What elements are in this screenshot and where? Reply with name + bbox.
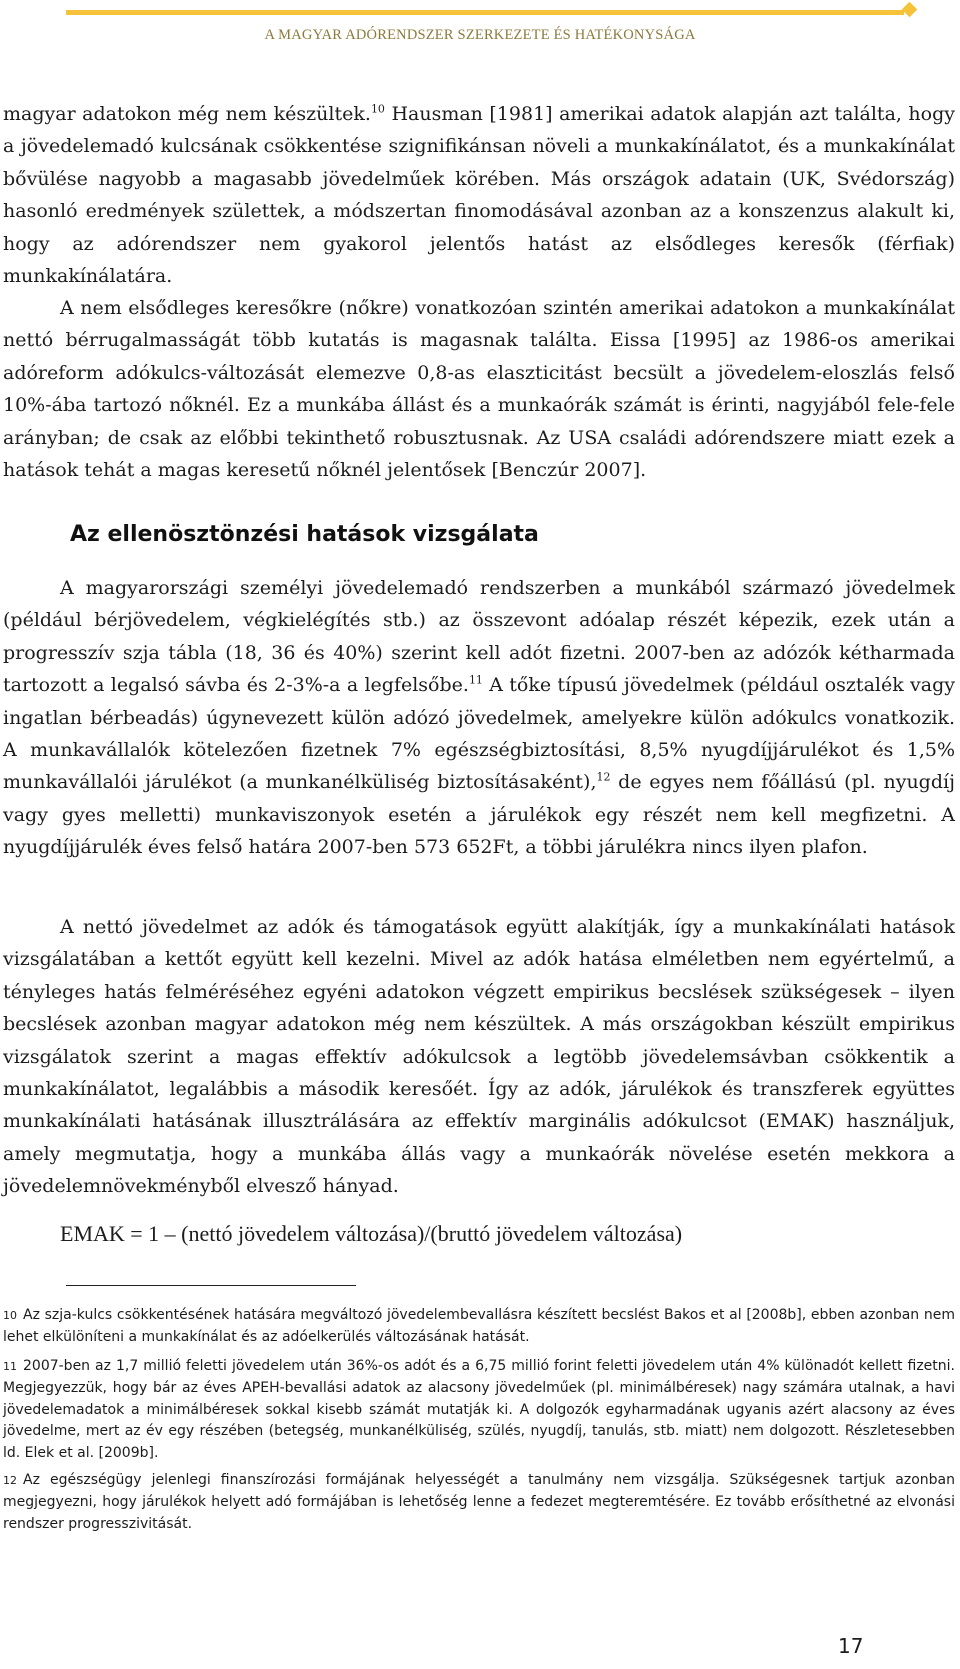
paragraph-3-text-c: de egyes nem főállású (pl. nyugdíj vagy gyes melletti) munkaviszonyok esetén a járulékok egy részét nem kell megfizetni. A nyugdíjjárulék éves felső határa 2007-ben 573 652Ft, a többi járulékra nincs ilyen plafon.: [3, 771, 955, 859]
paragraph-1-text-a: magyar adatokon még nem készültek.: [3, 103, 371, 125]
paragraph-3-text-a: A magyarországi személyi jövedelemadó rendszerben a munkából származó jövedelmek (például bérjövedelem, végkielégítés stb.) az összevont adóalap részét képezik, ezek után a progresszív szja tábla (18, 36 és 40%) szerint kell adót fizetni. 2007-ben az adózók kétharmada tartozott a legalsó sávba és 2-3%-a a legfelsőbe.: [3, 577, 955, 697]
footnote-text: 2007-ben az 1,7 millió feletti jövedelem után 36%-os adót és a 6,75 millió forint feletti jövedelem után 4% különadót kellett fizetni. Megjegyezzük, hogy bár az éves APEH-bevallási adatok az alacsony jövedelműek (pl. minimálbéresek) nagy számára utalnak, a havi jövedelemadatok a minimálbéresek sokkal kisebb számát mutatják ki. A dolgozók egyharmadának ugyanis azért alacsony az éves jövedelme, mert az év egy részében (betegség, munkanélküliség, szülés, nyugdíj, tanulás, stb. miatt) nem dolgozott. Részletesebben ld. Elek et al. [2009b].: [3, 1358, 955, 1462]
footnote-ref-10[interactable]: 10: [370, 102, 385, 116]
paragraph-4: [3, 911, 955, 1203]
footnote-ref-11[interactable]: 11: [468, 673, 483, 687]
paragraph-3-text-b: A tőke típusú jövedelmek (például osztalék vagy ingatlan bérbeadás) úgynevezett külön adózó jövedelmek, amelyekre külön adókulcs vonatkozik. A munkavállalók kötelezően fizetnek 7% egészségbiztosítási, 8,5% nyugdíjjárulékot és 1,5% munkavállalói járulékot (a munkanélküliség biztosításaként),: [3, 674, 955, 794]
header-rule: [66, 10, 904, 15]
footnote-number: 11: [3, 1360, 17, 1373]
paragraph-4-text: A nettó jövedelmet az adók és támogatások együtt alakítják, így a munkakínálati hatások vizsgálatában a kettőt együtt kell kezelni. Mivel az adók hatása elméletben nem egyértelmű, a tényleges hatás felméréséhez egyéni adatokon végzett empirikus becslések szükségesek – ilyen becslések azonban magyar adatokon még nem készültek. A más országokban készült empirikus vizsgálatok szerint a magas effektív adókulcsok a legtöbb jövedelemsávban csökkentik a munkakínálatot, legalábbis a második keresőét. Így az adók, járulékok és transzferek együttes munkakínálati hatásának illusztrálására az effektív marginális adókulcsot (EMAK) használjuk, amely megmutatja, hogy a munkába állás vagy a munkaórák növelése esetén mekkora a jövedelemnövekményből elvesző hányad.: [3, 916, 955, 1198]
page-number: 17: [838, 1634, 864, 1658]
paragraph-1-text-b: Hausman [1981] amerikai adatok alapján azt találta, hogy a jövedelemadó kulcsának csökkentése szignifikánsan növeli a munkakínálatot, és a munkakínálat bővülése nagyobb a magasabb jövedelműek körében. Más országok adatain (UK, Svédország) hasonló eredmények születtek, a módszertan finomodásával azonban az a konszenzus alakult ki, hogy az adórendszer nem gyakorol jelentős hatást az elsődleges keresők (férfiak) munkakínálatára.: [3, 103, 956, 288]
footnote-text: Az egészségügy jelenlegi finanszírozási formájának helyességét a tanulmány nem vizsgálja. Szükségesnek tartjuk azonban megjegyezni, hogy járulékok helyett adó formájában is lehetőség lenne a fedezet megteremtésére. Ez tovább erősíthetné az elvonási rendszer progresszivitását.: [3, 1472, 955, 1532]
footnote-ref-12[interactable]: 12: [596, 771, 611, 785]
footnote-12: [3, 1470, 955, 1535]
footnote-number: 12: [3, 1474, 17, 1487]
paragraph-3: [3, 572, 955, 864]
section-heading: Az ellenösztönzési hatások vizsgálata: [70, 522, 539, 547]
header-rule-diamond: [902, 2, 918, 18]
footnote-11: [3, 1356, 955, 1465]
paragraph-1: [3, 98, 955, 292]
paragraph-2: [3, 292, 955, 486]
running-header: A MAGYAR ADÓRENDSZER SZERKEZETE ÉS HATÉKONYSÁGA: [264, 27, 696, 43]
footnote-number: 10: [3, 1309, 17, 1322]
paragraph-2-text: A nem elsődleges keresőkre (nőkre) vonatkozóan szintén amerikai adatokon a munkakínálat nettó bérrugalmasságát több kutatás is magasnak találta. Eissa [1995] az 1986-os amerikai adóreform adókulcs-változását elemezve 0,8-as elaszticitást becsült a jövedelem-eloszlás felső 10%-ába tartozó nőknél. Ez a munkába állást és a munkaórák számát is érinti, nagyjából fele-fele arányban; de csak az előbbi tekinthető robusztusnak. Az USA családi adórendszere miatt ezek a hatások tehát a magas keresetű nőknél jelentősek [Benczúr 2007].: [3, 297, 955, 482]
emak-formula: EMAK = 1 – (nettó jövedelem változása)/(bruttó jövedelem változása): [60, 1221, 683, 1246]
footnote-10: [3, 1305, 955, 1349]
footnote-separator: [66, 1285, 356, 1286]
footnote-text: Az szja-kulcs csökkentésének hatására megváltozó jövedelembevallásra készített becslést Bakos et al [2008b], ebben azonban nem lehet elkülöníteni a munkakínálat és az adóelkerülés változásának hatását.: [3, 1307, 955, 1345]
